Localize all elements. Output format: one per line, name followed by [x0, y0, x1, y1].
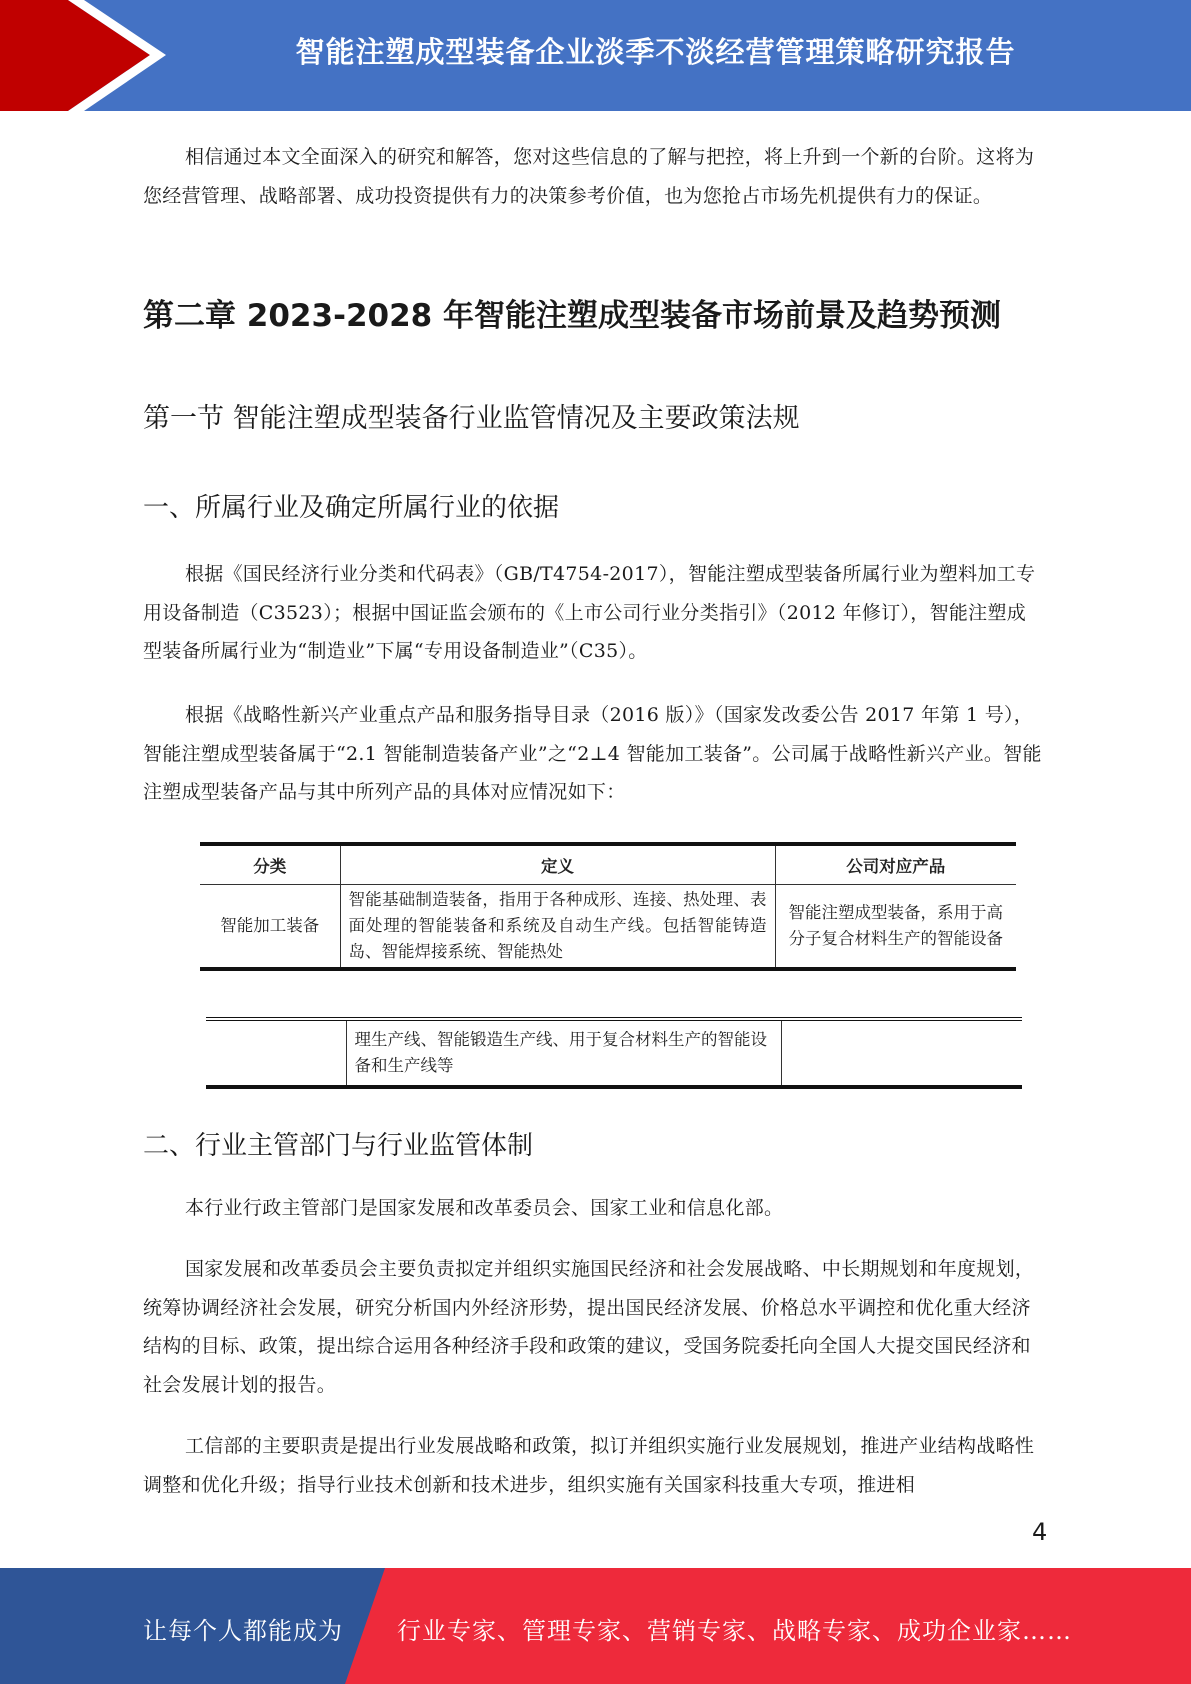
table-header-cell: 分类 [200, 844, 340, 885]
table-header-row [200, 844, 1016, 885]
product-mapping-table [200, 842, 1016, 971]
subsection-title-regulation: 二、行业主管部门与行业监管体制 [143, 1131, 534, 1161]
report-title: 智能注塑成型装备企业淡季不淡经营管理策略研究报告 [295, 35, 1016, 69]
paragraph-strategic-industry: 根据《战略性新兴产业重点产品和服务指导目录（2016 版）》（国家发改委公告 2017 年第 1 号），智能注塑成型装备属于“2.1 智能制造装备产业”之“2⊥4 智能加工装备”。公司属于战略性新兴产业。智能注塑成型装备产品与其中所列产品的具体对应情况如下： [143, 704, 1042, 803]
table-row [206, 1019, 1022, 1087]
table-header-cell: 定义 [340, 844, 775, 885]
table-cell-category [206, 1019, 346, 1087]
chapter-title: 第二章 2023-2028 年智能注塑成型装备市场前景及趋势预测 [143, 298, 1002, 334]
table-cell-definition: 理生产线、智能锻造生产线、用于复合材料生产的智能设备和生产线等 [346, 1019, 781, 1087]
intro-paragraph: 相信通过本文全面深入的研究和解答，您对这些信息的了解与把控，将上升到一个新的台阶。这将为您经营管理、战略部署、成功投资提供有力的决策参考价值，也为您抢占市场先机提供有力的保证。 [143, 146, 1035, 207]
table-header-cell: 公司对应产品 [775, 844, 1016, 885]
table-row [200, 885, 1016, 970]
table-cell-definition: 智能基础制造装备，指用于各种成形、连接、热处理、表面处理的智能装备和系统及自动生产线。包括智能铸造岛、智能焊接系统、智能热处 [340, 885, 775, 970]
product-mapping-table-continued [206, 1017, 1022, 1089]
paragraph-miit: 工信部的主要职责是提出行业发展战略和政策，拟订并组织实施行业发展规划，推进产业结构战略性调整和优化升级；指导行业技术创新和技术进步，组织实施有关国家科技重大专项，推进相 [143, 1435, 1035, 1496]
page-number: 4 [1032, 1518, 1048, 1546]
footer-slogan-right: 行业专家、管理专家、营销专家、战略专家、成功企业家…… [397, 1617, 1072, 1645]
table-cell-product: 智能注塑成型装备，系用于高分子复合材料生产的智能设备 [775, 885, 1016, 970]
paragraph-authorities: 本行业行政主管部门是国家发展和改革委员会、国家工业和信息化部。 [185, 1197, 784, 1219]
footer-slogan-left: 让每个人都能成为 [143, 1617, 343, 1645]
subsection-title-industry: 一、所属行业及确定所属行业的依据 [143, 493, 560, 523]
page-footer [0, 1568, 1191, 1684]
table-cell-category: 智能加工装备 [200, 885, 340, 970]
table-cell-product [781, 1019, 1022, 1087]
page-header [0, 0, 1191, 111]
section-title: 第一节 智能注塑成型装备行业监管情况及主要政策法规 [143, 403, 800, 434]
paragraph-industry-classification: 根据《国民经济行业分类和代码表》（GB/T4754-2017），智能注塑成型装备所属行业为塑料加工专用设备制造（C3523）；根据中国证监会颁布的《上市公司行业分类指引》（2012 年修订），智能注塑成型装备所属行业为“制造业”下属“专用设备制造业”（C35）。 [143, 563, 1036, 662]
paragraph-ndrc: 国家发展和改革委员会主要负责拟定并组织实施国民经济和社会发展战略、中长期规划和年度规划，统筹协调经济社会发展，研究分析国内外经济形势，提出国民经济发展、价格总水平调控和优化重大经济结构的目标、政策，提出综合运用各种经济手段和政策的建议，受国务院委托向全国人大提交国民经济和社会发展计划的报告。 [143, 1258, 1035, 1396]
